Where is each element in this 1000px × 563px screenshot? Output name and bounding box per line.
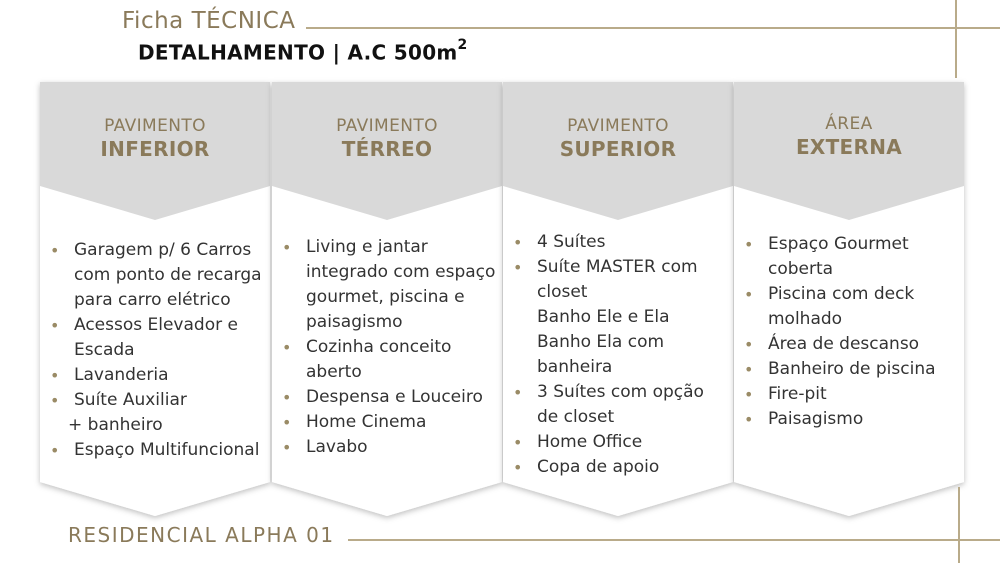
list-item: • Despensa e Louceiro [282,385,498,410]
feature-list [50,238,266,463]
footer-divider [348,539,1000,541]
subtitle-superscript: 2 [457,37,468,53]
list-item-continuation: Banho Ele e Ela [537,307,670,327]
list-item: • Lavabo [282,435,498,460]
card-heading-main: INFERIOR [100,137,210,161]
card-heading-top: PAVIMENTO [567,116,669,136]
card-pavimento-superior [503,82,733,516]
card-area-externa [734,82,964,516]
list-item: • Living e jantar integrado com espaço gourmet, piscina e paisagismo [282,235,498,335]
list-item-continuation: + banheiro [68,415,163,435]
list-item: • Acessos Elevador e Escada [50,313,266,363]
header-vertical-rule [955,0,957,78]
feature-list [513,230,729,480]
list-item: • Suíte MASTER com closet [513,255,729,305]
list-item: • Lavanderia [50,363,266,388]
card-pavimento-terreo [272,82,502,516]
card-heading-top: PAVIMENTO [336,116,438,136]
feature-list [744,232,960,432]
card-heading [272,116,502,161]
feature-list [282,235,498,460]
card-heading-main: TÉRREO [341,137,433,161]
list-item: • Garagem p/ 6 Carros com ponto de recarga para carro elétrico [50,238,266,313]
card-heading [503,116,733,161]
card-heading [40,116,270,161]
list-item: • Cozinha conceito aberto [282,335,498,385]
list-item-continuation: Banho Ela com banheira [537,332,665,377]
list-item: • Fire-pit [744,382,960,407]
page-title: Ficha TÉCNICA [122,8,296,34]
list-item: • Copa de apoio [513,455,729,480]
card-heading-top: ÁREA [825,114,873,134]
list-item: • Banheiro de piscina [744,357,960,382]
list-item: • Piscina com deck molhado [744,282,960,332]
footer-title: RESIDENCIAL ALPHA 01 [68,523,335,547]
header-divider [306,27,1000,29]
list-item: • Home Cinema [282,410,498,435]
page-subtitle [138,37,468,65]
card-heading-main: SUPERIOR [559,137,677,161]
list-item: • 3 Suítes com opção de closet [513,380,729,430]
list-item: • Suíte Auxiliar [50,388,266,413]
list-item: • Paisagismo [744,407,960,432]
list-item: • Home Office [513,430,729,455]
subtitle-text: DETALHAMENTO | A.C 500m [138,40,458,65]
card-heading-main: EXTERNA [795,135,903,159]
list-item: • Espaço Gourmet coberta [744,232,960,282]
card-pavimento-inferior [40,82,270,516]
footer-vertical-rule [958,487,960,563]
list-item: • 4 Suítes [513,230,729,255]
card-heading [734,114,964,159]
card-heading-top: PAVIMENTO [104,116,206,136]
list-item: • Espaço Multifuncional [50,438,266,463]
list-item: • Área de descanso [744,332,960,357]
